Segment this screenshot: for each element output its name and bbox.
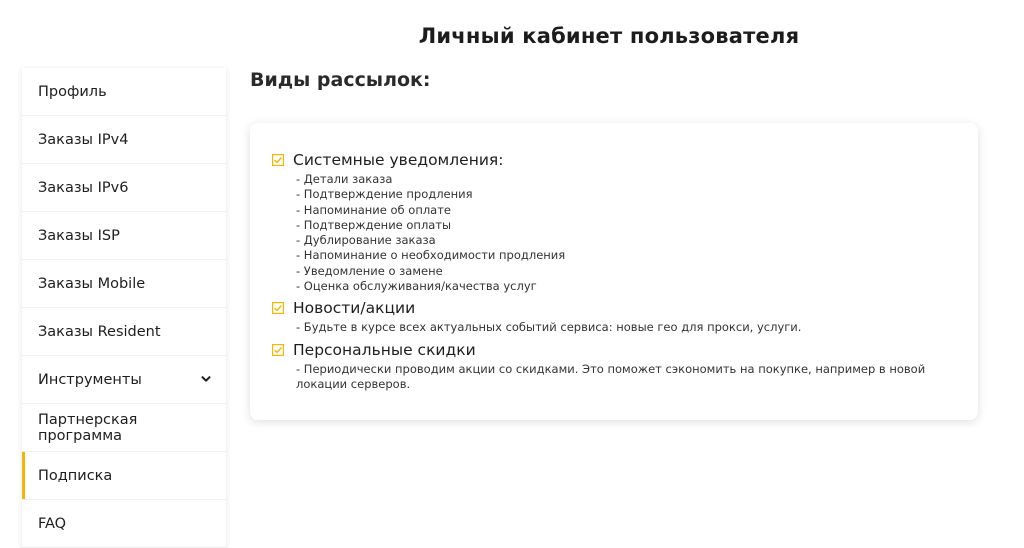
sidebar-item-label: FAQ <box>38 515 67 532</box>
sidebar-item-label: Заказы Mobile <box>38 275 146 292</box>
group-title: Системные уведомления: <box>293 151 504 169</box>
sidebar-item-label: Заказы IPv6 <box>38 179 129 196</box>
group-items <box>272 172 565 294</box>
sidebar-item-orders-isp[interactable] <box>22 212 226 260</box>
group-header[interactable] <box>272 298 801 318</box>
sidebar-item-label: Профиль <box>38 83 107 100</box>
sidebar-item-faq[interactable] <box>22 500 226 548</box>
sidebar-item-orders-resident[interactable] <box>22 308 226 356</box>
sidebar-item-label: Партнерская программа <box>38 411 138 444</box>
group-title: Персональные скидки <box>293 341 476 359</box>
list-item: - Напоминание о необходимости продления <box>296 248 566 263</box>
sidebar-item-profile[interactable] <box>22 68 226 116</box>
list-item: - Подтверждение продления <box>296 187 473 202</box>
sidebar-item-label: Инструменты <box>38 371 142 388</box>
list-item: - Детали заказа <box>296 172 393 186</box>
sidebar-item-label: Заказы IPv4 <box>38 131 129 148</box>
list-item: - Периодически проводим акции со скидками. Это поможет сэкономить на покупке, например в новой локации серверов. <box>296 362 926 392</box>
sidebar-item-label: Заказы Resident <box>38 323 161 340</box>
section-title: Виды рассылок: <box>250 69 431 91</box>
group-header[interactable] <box>272 150 565 170</box>
list-item: - Напоминание об оплате <box>296 202 452 217</box>
list-item: - Будьте в курсе всех актуальных событий сервиса: новые гео для прокси, услуги. <box>296 320 802 334</box>
sidebar-item-subscription[interactable] <box>22 452 226 500</box>
sidebar-item-orders-ipv6[interactable] <box>22 164 226 212</box>
sidebar-item-orders-mobile[interactable] <box>22 260 226 308</box>
group-header[interactable] <box>272 340 956 360</box>
sidebar-item-orders-ipv4[interactable] <box>22 116 226 164</box>
list-item: - Подтверждение оплаты <box>296 217 452 232</box>
page-title: Личный кабинет пользователя <box>418 24 800 48</box>
checkbox-checked-icon[interactable] <box>272 344 284 356</box>
group-title: Новости/акции <box>293 299 416 317</box>
chevron-down-icon[interactable] <box>200 373 212 385</box>
list-item: - Уведомление о замене <box>296 263 443 278</box>
sidebar <box>22 68 226 548</box>
sidebar-item-partner-program[interactable] <box>22 404 226 452</box>
group-items <box>272 362 956 393</box>
sidebar-item-label: Подписка <box>38 467 113 484</box>
list-item: - Дублирование заказа <box>296 233 436 248</box>
subscription-group-news <box>272 298 801 335</box>
subscription-group-discounts <box>272 340 956 393</box>
checkbox-checked-icon[interactable] <box>272 302 284 314</box>
list-item: - Оценка обслуживания/качества услуг <box>296 279 537 294</box>
subscription-group-system <box>272 150 565 294</box>
sidebar-item-label: Заказы ISP <box>38 227 120 244</box>
subscription-types-card <box>250 123 978 420</box>
sidebar-item-tools[interactable] <box>22 356 226 404</box>
checkbox-checked-icon[interactable] <box>272 154 284 166</box>
group-items <box>272 320 801 335</box>
